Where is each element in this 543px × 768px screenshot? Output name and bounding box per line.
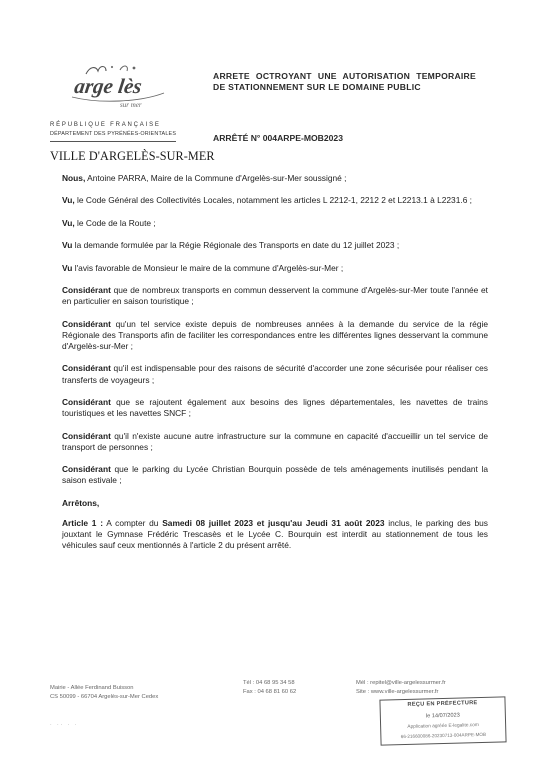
vu-paragraph-4 (62, 263, 488, 274)
stamp-identifier: 66-216600086-20230713-004ARPE-MOB (400, 731, 487, 740)
footer-tel: Tél : 04 68 95 34 58 (243, 680, 295, 686)
para-text: A compter du (103, 517, 163, 528)
para-lead: Considérant (62, 430, 111, 441)
header-divider (50, 141, 176, 142)
prefecture-stamp (379, 696, 506, 745)
departement-line: DÉPARTEMENT DES PYRÉNÉES-ORIENTALES (50, 131, 177, 137)
para-text: que de nombreux transports en commun desservent la commune d'Argelès-sur-Mer toute l'année et en particulier en saison touristique ; (62, 284, 488, 307)
article-1-paragraph (62, 518, 488, 552)
considerant-paragraph-1 (62, 285, 488, 307)
para-text: qu'il n'existe aucune autre infrastructure sur la commune en capacité d'accueillir un tel service de transport de personnes ; (62, 430, 488, 452)
argeles-logo-graphic (60, 62, 172, 112)
para-lead: Considérant (62, 464, 111, 475)
stamp-date: le 14/07/2023 (425, 712, 460, 720)
footer-contact (356, 679, 446, 698)
document-body (62, 173, 488, 563)
vu-paragraph-2 (62, 218, 488, 229)
arrete-reference: ARRÊTÉ N° 004ARPE-MOB2023 (213, 133, 343, 143)
para-lead: Considérant (62, 318, 111, 329)
footer-site: Site : www.ville-argelessurmer.fr (356, 689, 439, 696)
considerant-paragraph-2 (62, 319, 488, 353)
nous-paragraph (62, 173, 488, 184)
para-lead: Vu, (62, 195, 75, 206)
footer-mail: Mél : repitel@ville-argelessurmer.fr (356, 680, 446, 686)
scan-artifact: · ·· · · (50, 722, 79, 728)
ville-line: VILLE D'ARGELÈS-SUR-MER (50, 149, 215, 163)
para-lead: Considérant (62, 284, 111, 295)
para-lead: Vu (62, 240, 73, 251)
footer-fax: Fax : 04 68 81 60 62 (243, 689, 297, 696)
vu-paragraph-3 (62, 240, 488, 251)
para-text: le Code de la Route ; (74, 217, 156, 228)
para-lead: Nous, (62, 173, 86, 183)
considerant-paragraph-4 (62, 397, 488, 419)
para-text: que se rajoutent également aux besoins des lignes départementales, les navettes de trains touristiques et les navettes SNCF ; (62, 396, 488, 419)
para-text: l'avis favorable de Monsieur le maire de la commune d'Argelès-sur-Mer ; (72, 262, 344, 273)
arretons-heading: Arrêtons, (62, 497, 100, 508)
footer-address (50, 684, 158, 703)
stamp-title: REÇU EN PRÉFECTURE (407, 700, 478, 708)
article-1-label: Article 1 : (62, 517, 103, 528)
vu-paragraph-1 (62, 195, 488, 206)
article-1-dates: Samedi 08 juillet 2023 et jusqu'au Jeudi 31 août 2023 (162, 517, 385, 528)
considerant-paragraph-3 (62, 363, 488, 385)
svg-text:arge lès: arge lès (72, 74, 144, 98)
document-title: ARRETE OCTROYANT UNE AUTORISATION TEMPORAIRE DE STATIONNEMENT SUR LE DOMAINE PUBLIC (213, 71, 476, 93)
para-text: inclus, le parking des bus jouxtant le Gymnase Frédéric Trescasès et le Lycée C. Bourquin est interdit au stationnement de tous les véhicules sauf ceux mentionnés à l'article 2 du présent arrêté. (62, 517, 488, 551)
footer-address-line-2: CS 50099 - 66704 Argelès-sur-Mer Cedex (50, 694, 159, 701)
para-text: la demande formulée par la Régie Régionale des Transports en date du 12 juillet 2023 ; (72, 240, 400, 251)
svg-text:sur mer: sur mer (120, 101, 142, 109)
para-lead: Considérant (62, 396, 111, 407)
footer-phone (243, 679, 296, 698)
para-lead: Vu (62, 262, 73, 273)
para-lead: Vu, (62, 217, 75, 228)
footer-address-line-1: Mairie - Allée Ferdinand Buisson (50, 685, 134, 691)
republique-line: RÉPUBLIQUE FRANÇAISE (50, 122, 161, 128)
considerant-paragraph-5 (62, 431, 488, 453)
considerant-paragraph-6 (62, 464, 488, 486)
para-lead: Considérant (62, 363, 111, 374)
para-text: qu'il est indispensable pour des raisons de sécurité d'accorder une zone sécurisée pour réaliser ces transferts de voyageurs ; (62, 363, 488, 385)
stamp-subtitle: Application agréée E-legalite.com (407, 723, 479, 730)
town-logo (60, 62, 172, 112)
para-text: qu'un tel service existe depuis de nombreuses années à la demande du service de la régie Régionale des Transports afin de faciliter les correspondances entre les différentes lignes desservant la commune d'Argelès-sur-Mer ; (62, 318, 488, 351)
para-text: que le parking du Lycée Christian Bourquin possède de tels aménagements inutilisés pendant la saison estivale ; (62, 464, 488, 486)
para-text: le Code Général des Collectivités Locales, notamment les articles L 2212-1, 2212 2 et L2213.1 à L2231.6 ; (74, 195, 472, 206)
para-text: Antoine PARRA, Maire de la Commune d'Argelès-sur-Mer soussigné ; (85, 173, 347, 183)
